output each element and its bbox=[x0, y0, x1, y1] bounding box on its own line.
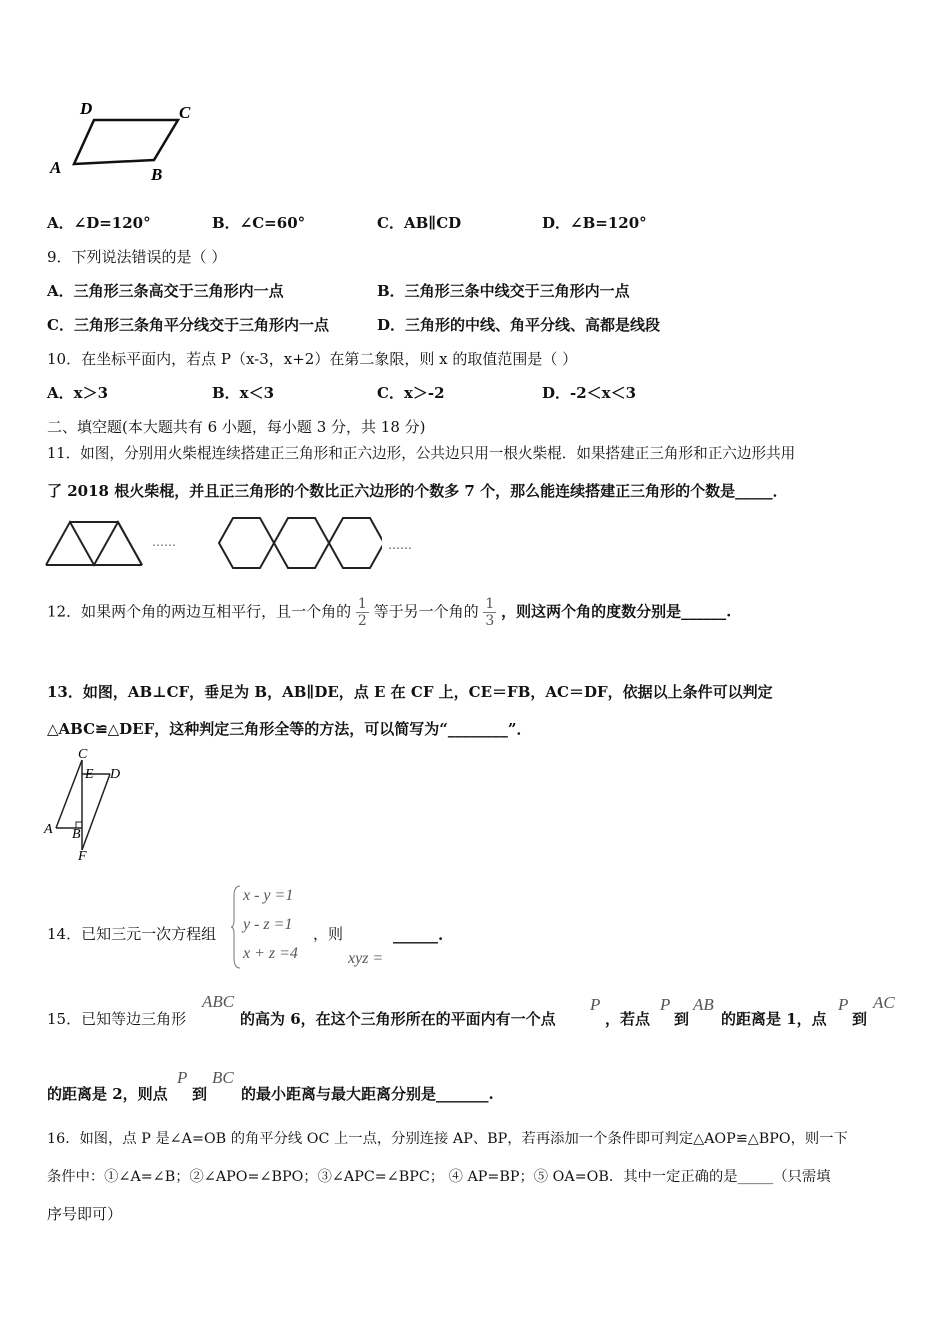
q13-line1: 13．如图，AB⊥CF，垂足为 B，AB∥DE，点 E 在 CF 上，CE＝FB，AC＝DF，依据以上条件可以判定 bbox=[47, 683, 773, 701]
label-B: B bbox=[72, 827, 81, 842]
q15-p7: 的距离是 2，则点 bbox=[47, 1085, 168, 1103]
q16-line1: 16．如图，点 P 是∠A=OB 的角平分线 OC 上一点，分别连接 AP、BP，若再添加一个条件即可判定△AOP≌△BPO，则一下 bbox=[47, 1131, 848, 1147]
q16-line3: 序号即可） bbox=[47, 1205, 123, 1223]
q10-option-b: B．x＜3 bbox=[212, 384, 275, 402]
label-C: C bbox=[78, 747, 88, 762]
q15-p2: 的高为 6，在这个三角形所在的平面内有一个点 bbox=[240, 1010, 556, 1028]
q13-figure bbox=[40, 744, 140, 866]
q11-line1: 11．如图，分别用火柴棍连续搭建正三角形和正六边形，公共边只用一根火柴棍．如果搭建正三角形和正六边形共用 bbox=[47, 445, 796, 462]
q12-part1: 12．如果两个角的两边互相平行，且一个角的 bbox=[47, 602, 352, 621]
q15-p-1: P bbox=[590, 995, 601, 1014]
q11-dots-2: …… bbox=[388, 538, 412, 552]
q14-eq3: x + z =4 bbox=[243, 945, 298, 962]
q14-then: ，则 bbox=[313, 925, 344, 943]
q12-fraction-1: $\frac{1}{2}$ bbox=[357, 596, 367, 629]
q8-option-c: C．AB∥CD bbox=[377, 214, 462, 232]
q10-option-d: D．-2＜x＜3 bbox=[542, 384, 637, 402]
q12-part2: 等于另一个角的 bbox=[373, 602, 479, 621]
label-E: E bbox=[85, 767, 94, 782]
q15-p3: ，若点 bbox=[605, 1010, 651, 1028]
q15-p-3: P bbox=[838, 995, 849, 1014]
label-D: D bbox=[110, 767, 121, 782]
q11-dots-1: …… bbox=[152, 535, 176, 549]
q14-stem: 14．已知三元一次方程组 bbox=[47, 925, 217, 943]
q14-eq1: x - y =1 bbox=[243, 887, 294, 904]
parallelogram-shape bbox=[74, 120, 178, 164]
vertex-A: A bbox=[50, 158, 62, 177]
q9-option-b: B．三角形三条中线交于三角形内一点 bbox=[377, 282, 630, 300]
q14-blank: ______. bbox=[393, 926, 444, 944]
q10-stem: 10．在坐标平面内，若点 P（x-3，x+2）在第二象限，则 x 的取值范围是（ ） bbox=[47, 350, 578, 368]
q14-eq2: y - z =1 bbox=[243, 916, 293, 933]
vertex-C: C bbox=[179, 103, 191, 122]
q12-fraction-2: $\frac{1}{3}$ bbox=[485, 596, 495, 629]
q15-p-4: P bbox=[177, 1068, 188, 1087]
q15-p6: 到 bbox=[852, 1010, 868, 1028]
q8-option-d: D．∠B=120° bbox=[542, 214, 647, 232]
q15-ac: AC bbox=[873, 993, 895, 1012]
q14-expr: xyz = bbox=[348, 950, 384, 967]
vertex-B: B bbox=[151, 165, 163, 184]
q12-text bbox=[47, 596, 731, 629]
q15-p1: 15．已知等边三角形 bbox=[47, 1010, 187, 1028]
q15-p4: 到 bbox=[674, 1010, 690, 1028]
vertex-D: D bbox=[80, 99, 93, 118]
match-hexagons-figure bbox=[212, 508, 382, 580]
label-A: A bbox=[44, 822, 53, 837]
q15-ab: AB bbox=[693, 995, 714, 1014]
match-triangles-figure bbox=[40, 510, 230, 580]
q16-line2: 条件中：①∠A=∠B；②∠APO=∠BPO；③∠APC=∠BPC； ④ AP=BP；⑤ OA=OB．其中一定正确的是_____（只需填 bbox=[47, 1169, 831, 1185]
q9-stem: 9．下列说法错误的是（ ） bbox=[47, 248, 227, 266]
q11-line2: 了 2018 根火柴棍，并且正三角形的个数比正六边形的个数多 7 个，那么能连续搭建正三角形的个数是_____． bbox=[47, 482, 788, 500]
q9-option-d: D．三角形的中线、角平分线、高都是线段 bbox=[377, 316, 661, 334]
q15-bc: BC bbox=[212, 1068, 234, 1087]
q10-option-a: A．x＞3 bbox=[47, 384, 109, 402]
q12-part3: ，则这两个角的度数分别是______. bbox=[501, 602, 732, 621]
q15-abc: ABC bbox=[202, 992, 235, 1011]
q15-p9: 的最小距离与最大距离分别是_______. bbox=[241, 1085, 494, 1103]
q10-option-c: C．x＞-2 bbox=[377, 384, 445, 402]
q15-p5: 的距离是 1，点 bbox=[721, 1010, 827, 1028]
q13-line2: △ABC≌△DEF，这种判定三角形全等的方法，可以简写为“________”． bbox=[47, 720, 532, 738]
parallelogram-figure bbox=[44, 96, 214, 186]
q15-p8: 到 bbox=[192, 1085, 208, 1103]
q15-p-2: P bbox=[660, 995, 671, 1014]
q14-brace bbox=[230, 884, 242, 970]
section-heading: 二、填空题(本大题共有 6 小题，每小题 3 分，共 18 分) bbox=[47, 418, 426, 436]
q9-option-c: C．三角形三条角平分线交于三角形内一点 bbox=[47, 316, 329, 334]
q9-option-a: A．三角形三条高交于三角形内一点 bbox=[47, 282, 284, 300]
q8-option-b: B．∠C=60° bbox=[212, 214, 306, 232]
q8-option-a: A．∠D=120° bbox=[47, 214, 151, 232]
label-F: F bbox=[78, 849, 87, 864]
